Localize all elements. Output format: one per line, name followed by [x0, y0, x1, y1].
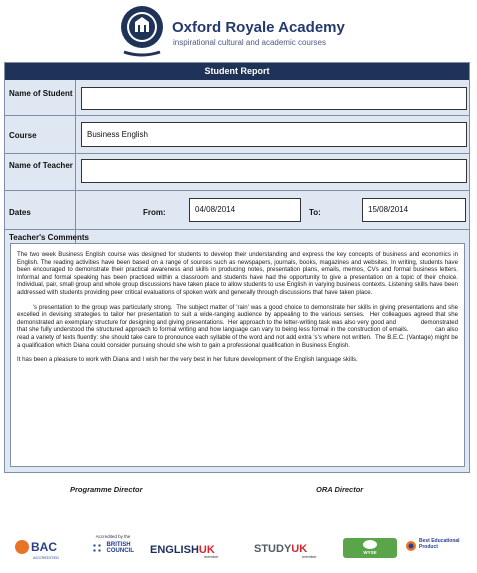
from-date-field[interactable]: 04/08/2014 [189, 198, 301, 222]
from-label: From: [143, 208, 166, 217]
programme-director-label: Programme Director [70, 485, 143, 494]
row-divider [5, 115, 469, 116]
to-date-field[interactable]: 15/08/2014 [362, 198, 466, 222]
award-icon [405, 540, 417, 552]
dates-label: Dates [9, 208, 31, 217]
british-council-dots-icon [92, 543, 102, 553]
comment-paragraph: The two week Business English course was designed for students to develop their understanding and express the key concepts of business and economics in English. The reading activities have been based on a range of sources such as newspapers, journals, books, magazines and websites. In writing, students have been encouraged to demonstrate their practical awareness and skills in producing notes, presentation plans, emails, memos, CVs and formal business letters. Informal and formal speaking has been practiced within a classroom and students have had the opportunity to give a presentation on a topic of their choice. Individual, pair, small group and whole group discussions have taken place to allow students to use English in varying business contexts. Listening skills have been addressed with students providing peer critical evaluations of spoken work and generally through discussions that have taken place. [17, 251, 458, 296]
comment-paragraph: 's presentation to the group was particularly strong. The subject matter of 'rain' was a good choice to demonstrate her skills in giving presentations and she excelled in devising strategies to tailor her presentation to suit a wide-ranging audience by appealing to the various senses. Her colleagues agreed that she demonstrated an exemplary structure for designing and giving presentations. Her approach to the letter-writing task was also very good and demonstrated that she fully understood the structured approach to formal writing and how language can vary to being less formal in the construction of emails. can also read a variety of texts fluently: she should take care to pronounce each syllable of the word and not add extra 's's where not written. The B.E.C. (Vantage) might be a qualification which Diana could consider pursuing should she wish to gain a professional qualification in Business English. [17, 303, 460, 349]
bac-mark-icon [15, 540, 29, 554]
english-uk-logo: ENGLISHUK member [150, 544, 219, 559]
course-label: Course [9, 131, 37, 140]
header [0, 0, 477, 62]
student-report-form [4, 62, 470, 473]
name-label: Name of Student [9, 89, 73, 98]
british-council-logo: Accredited by the BRITISH COUNCIL [90, 534, 136, 557]
org-name: Oxford Royale Academy [172, 19, 345, 36]
teacher-name-field[interactable] [81, 159, 467, 183]
globe-icon [363, 540, 377, 549]
row-divider [5, 190, 469, 191]
accreditation-logos: BAC ACCREDITED Accredited by the BRITISH COUNCIL ENGLISHUK member STUDYUK member WYSE Best Educational Product [0, 530, 477, 570]
ora-director-label: ORA Director [316, 485, 364, 494]
study-uk-logo: STUDYUK member [254, 543, 317, 559]
student-name-field[interactable] [81, 87, 467, 110]
row-divider [5, 229, 469, 230]
bac-logo: BAC ACCREDITED [15, 538, 57, 556]
teacher-label: Name of Teacher [9, 161, 73, 170]
to-label: To: [309, 208, 321, 217]
teacher-comments [10, 243, 465, 467]
row-divider [5, 153, 469, 154]
academy-crest-logo [118, 4, 166, 60]
comment-paragraph: It has been a pleasure to work with Diana and I wish her the very best in her future development of the English language skills. [17, 356, 358, 364]
wyse-logo: WYSE [343, 538, 397, 558]
report-title: Student Report [5, 63, 469, 80]
signature-labels [0, 485, 477, 497]
comments-label: Teacher's Comments [9, 233, 90, 242]
org-tagline: inspirational cultural and academic courses [173, 38, 326, 47]
course-field[interactable]: Business English [81, 122, 467, 147]
